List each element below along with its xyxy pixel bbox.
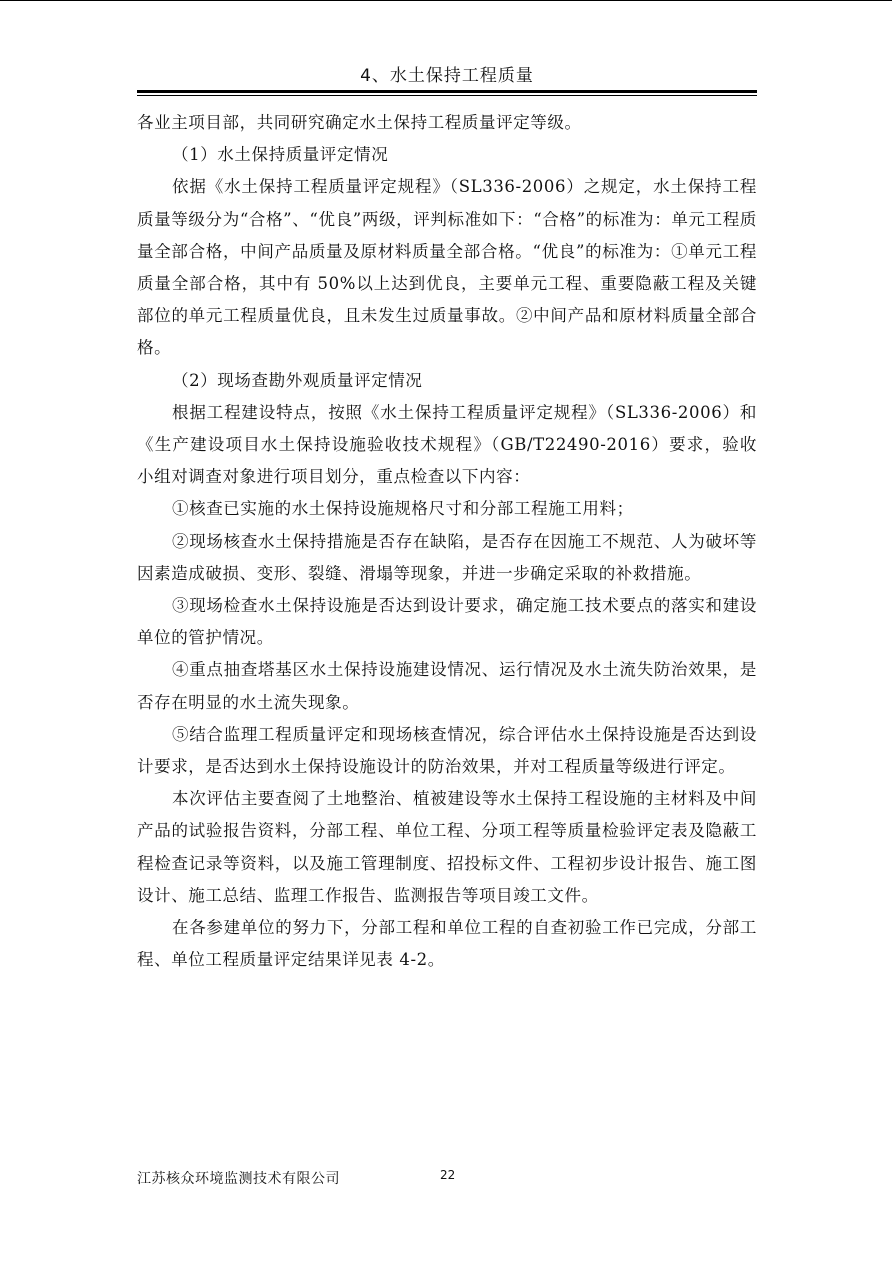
footer-company-name: 江苏核众环境监测技术有限公司 xyxy=(137,1171,340,1187)
list-item-3: ③现场检查水土保持设施是否达到设计要求，确定施工技术要点的落实和建设单位的管护情况。 xyxy=(137,596,757,648)
page-header-title: 4、水土保持工程质量 xyxy=(360,66,534,86)
section-heading-2: （2）现场查勘外观质量评定情况 xyxy=(172,370,423,390)
header-rule-thin xyxy=(137,95,757,96)
paragraph-inspection-basis: 根据工程建设特点，按照《水土保持工程质量评定规程》（SL336-2006）和《生产建设项目水土保持设施验收技术规程》（GB/T22490-2016）要求，验收小组对调查对象进行项目划分，重点检查以下内容： xyxy=(137,402,757,487)
section-heading-1: （1）水土保持质量评定情况 xyxy=(172,145,389,165)
list-item-4: ④重点抽查塔基区水土保持设施建设情况、运行情况及水土流失防治效果，是否存在明显的水土流失现象。 xyxy=(137,660,757,712)
paragraph-conclusion: 在各参建单位的努力下，分部工程和单位工程的自查初验工作已完成，分部工程、单位工程质量评定结果详见表 4-2。 xyxy=(137,918,757,970)
page-body xyxy=(137,107,757,976)
paragraph-quality-standard: 依据《水土保持工程质量评定规程》（SL336-2006）之规定，水土保持工程质量等级分为“合格”、“优良”两级，评判标准如下：“合格”的标准为：单元工程质量全部合格，中间产品质量及原材料质量全部合格。“优良”的标准为：①单元工程质量全部合格，其中有 50%以上达到优良，主要单元工程、重要隐蔽工程及关键部位的单元工程质量优良，且未发生过质量事故。②中间产品和原材料质量全部合格。 xyxy=(137,177,757,358)
paragraph-continuation: 各业主项目部，共同研究确定水土保持工程质量评定等级。 xyxy=(137,113,582,132)
list-item-1: ①核查已实施的水土保持设施规格尺寸和分部工程施工用料； xyxy=(172,499,634,519)
header-rule-thick xyxy=(137,90,757,93)
footer-page-number: 22 xyxy=(440,1168,456,1182)
paragraph-documents-reviewed: 本次评估主要查阅了土地整治、植被建设等水土保持工程设施的主材料及中间产品的试验报告资料，分部工程、单位工程、分项工程等质量检验评定表及隐蔽工程检查记录等资料，以及施工管理制度、招投标文件、工程初步设计报告、施工图设计、施工总结、监理工作报告、监测报告等项目竣工文件。 xyxy=(137,789,757,905)
page-top-border xyxy=(0,0,892,1)
list-item-5: ⑤结合监理工程质量评定和现场核查情况，综合评估水土保持设施是否达到设计要求，是否达到水土保持设施设计的防治效果，并对工程质量等级进行评定。 xyxy=(137,724,757,777)
list-item-2: ②现场核查水土保持措施是否存在缺陷，是否存在因施工不规范、人为破坏等因素造成破损、变形、裂缝、滑塌等现象，并进一步确定采取的补救措施。 xyxy=(137,531,757,583)
